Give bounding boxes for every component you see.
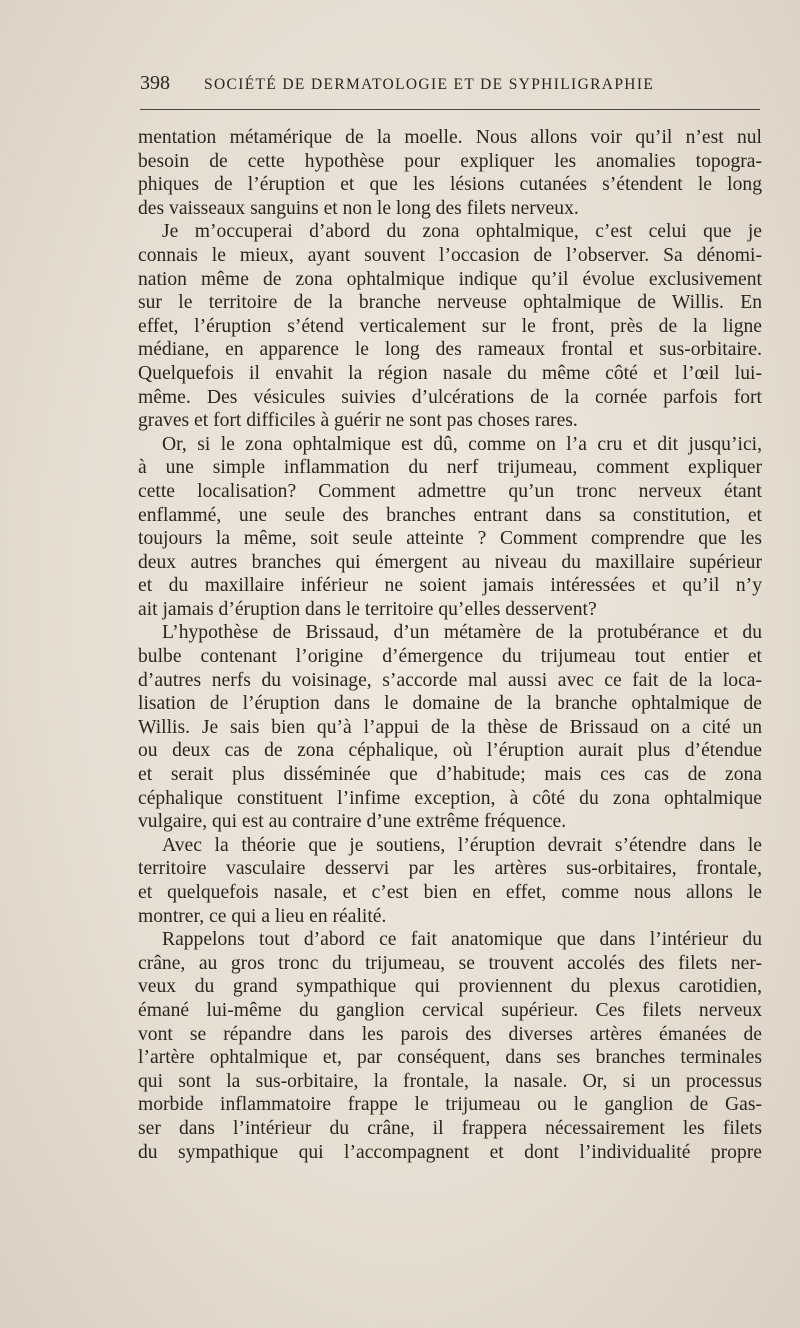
text-line: et serait plus disséminée que d’habitude; mais ces cas de zona [138,764,762,786]
text-line: même. Des vésicules suivies d’ulcérations de la cornée parfois fort [138,386,762,408]
text-line: l’artère ophtalmique et, par conséquent, dans ses branches terminales [138,1047,762,1069]
text-line: Je m’occuperai d’abord du zona ophtalmique, c’est celui que je [162,221,762,243]
text-line: Or, si le zona ophtalmique est dû, comme on l’a cru et dit jusqu’ici, [162,433,762,455]
text-line: deux autres branches qui émergent au niveau du maxillaire supérieur [138,551,762,573]
text-line: médiane, en apparence le long des rameaux frontal et sus-orbitaire. [138,339,762,361]
text-line: effet, l’éruption s’étend verticalement sur le front, près de la ligne [138,315,762,337]
text-line: vulgaire, qui est au contraire d’une extrême fréquence. [138,811,567,833]
body-text [138,126,762,1164]
text-line: du sympathique qui l’accompagnent et dont l’individualité propre [138,1141,762,1163]
text-line: bulbe contenant l’origine d’émergence du trijumeau tout entier et [138,646,762,668]
text-line: Avec la théorie que je soutiens, l’éruption devrait s’étendre dans le [162,834,762,856]
text-line: sur le territoire de la branche nerveuse ophtalmique de Willis. En [138,292,762,314]
text-line: et quelquefois nasale, et c’est bien en effet, comme nous allons le [138,882,762,903]
text-line: d’autres nerfs du voisinage, s’accorde mal aussi avec ce fait de la loca- [138,669,762,691]
text-line: cette localisation? Comment admettre qu’un tronc nerveux étant [138,480,762,502]
text-line: enflammé, une seule des branches entrant dans sa constitution, et [138,504,762,526]
text-line: émané lui-même du ganglion cervical supérieur. Ces filets nerveux [138,999,762,1021]
text-line: mentation métamérique de la moelle. Nous allons voir qu’il n’est nul [138,127,762,148]
text-line: vont se répandre dans les parois des diverses artères émanées de [138,1023,762,1045]
text-line: Quelquefois il envahit la région nasale du même côté et l’œil lui- [138,362,762,384]
text-line: montrer, ce qui a lieu en réalité. [138,905,387,927]
text-line: phiques de l’éruption et que les lésions cutanées s’étendent le long [138,174,762,196]
text-line: Willis. Je sais bien qu’à l’appui de la thèse de Brissaud on a cité un [138,716,762,738]
journal-title: SOCIÉTÉ DE DERMATOLOGIE ET DE SYPHILIGRAPHIE [204,76,655,93]
text-line: territoire vasculaire desservi par les artères sus-orbitaires, frontale, [138,858,762,880]
text-line: toujours la même, soit seule atteinte ? Comment comprendre que les [138,528,762,550]
text-line: ait jamais d’éruption dans le territoire qu’elles desservent? [138,598,597,620]
text-line: besoin de cette hypothèse pour expliquer les anomalies topogra- [138,150,762,172]
text-line: morbide inflammatoire frappe le trijumeau ou le ganglion de Gas- [138,1094,762,1116]
text-line: ou deux cas de zona céphalique, où l’éruption aurait plus d’étendue [138,740,762,762]
text-line: céphalique constituent l’infime exception, à côté du zona ophtalmique [138,787,762,809]
text-line: des vaisseaux sanguins et non le long des filets nerveux. [138,197,579,219]
text-line: nation même de zona ophtalmique indique qu’il évolue exclusivement [138,268,762,290]
text-line: à une simple inflammation du nerf trijumeau, comment expliquer [138,457,762,479]
text-line: connais le mieux, ayant souvent l’occasion de l’observer. Sa dénomi- [138,244,762,266]
text-line: et du maxillaire inférieur ne soient jamais intéressées et qu’il n’y [138,575,762,597]
text-line: lisation de l’éruption dans le domaine de la branche ophtalmique de [138,693,762,715]
text-line: ser dans l’intérieur du crâne, il frappera nécessairement les filets [138,1117,762,1139]
running-head [140,68,760,98]
text-line: graves et fort difficiles à guérir ne sont pas choses rares. [138,410,578,432]
text-line: qui sont la sus-orbitaire, la frontale, la nasale. Or, si un processus [138,1070,762,1092]
header-rule [140,109,760,110]
text-line: Rappelons tout d’abord ce fait anatomique que dans l’intérieur du [162,929,762,951]
text-line: crâne, au gros tronc du trijumeau, se trouvent accolés des filets ner- [138,952,762,974]
text-line: L’hypothèse de Brissaud, d’un métamère de la protubérance et du [162,622,762,644]
text-line: veux du grand sympathique qui proviennent du plexus carotidien, [138,976,762,998]
page-number: 398 [140,72,170,94]
